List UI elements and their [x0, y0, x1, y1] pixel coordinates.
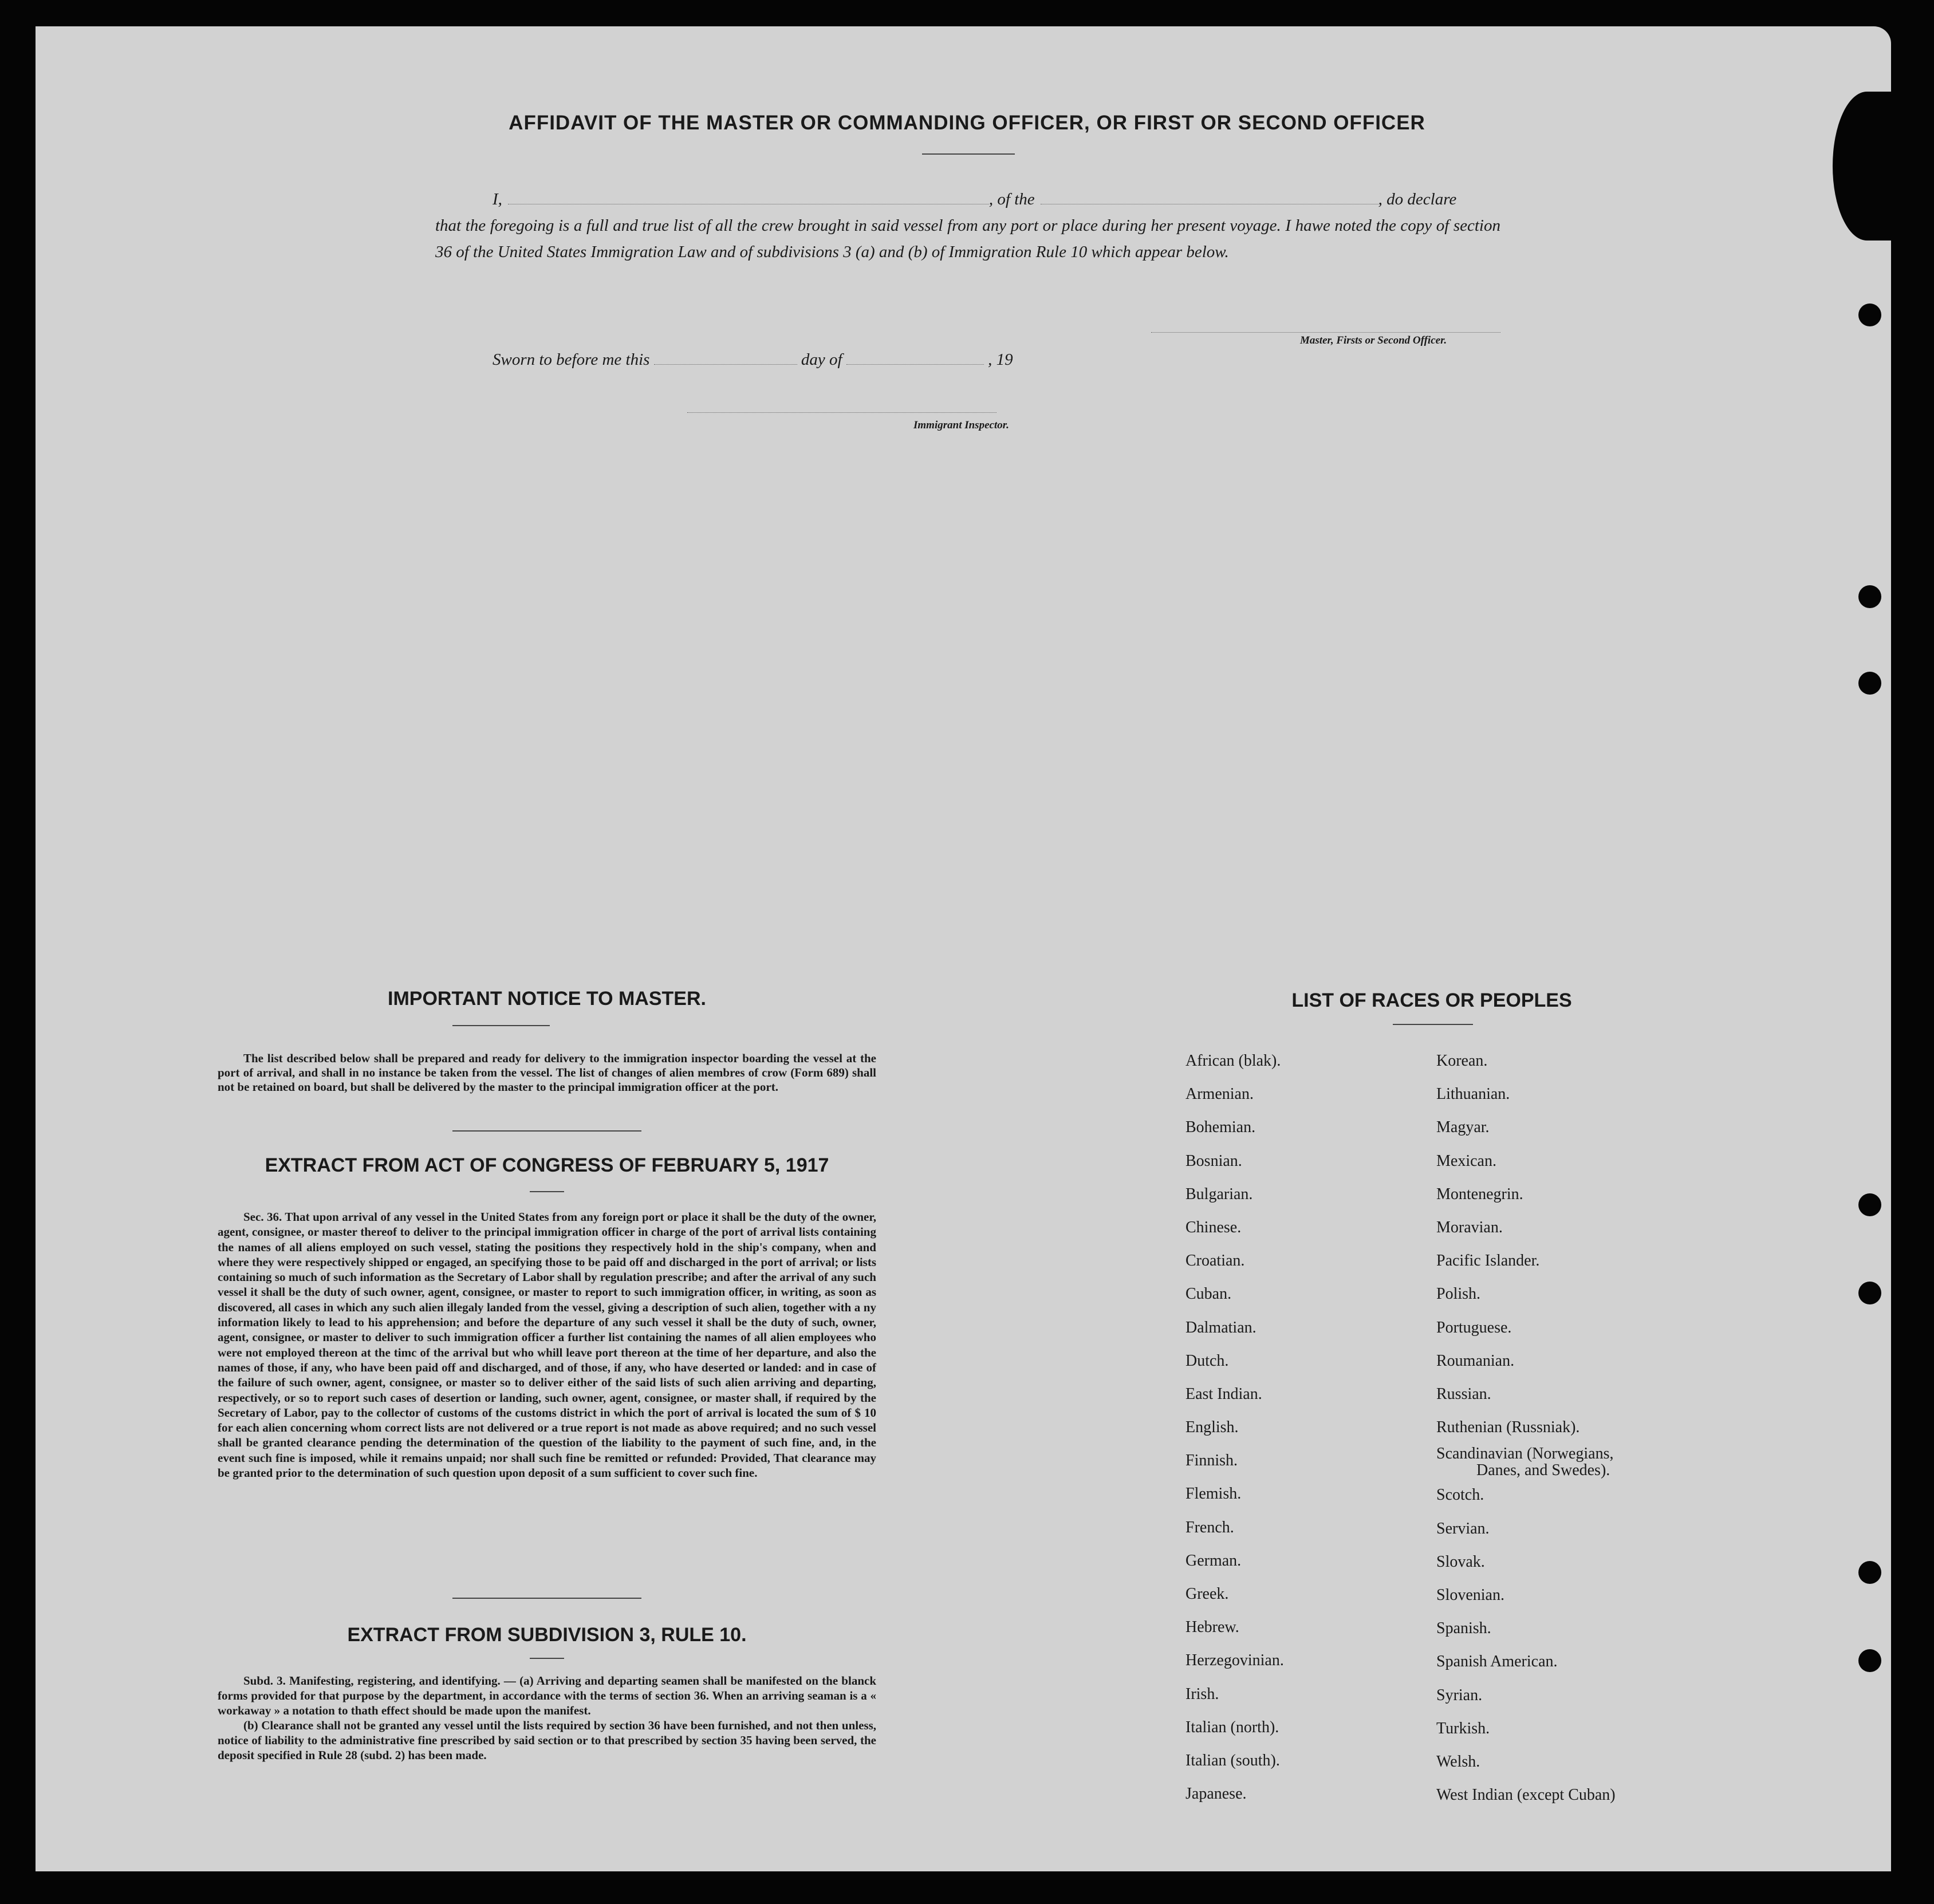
race-item-line: Danes, and Swedes). [1476, 1461, 1610, 1480]
race-item: Bosnian. [1185, 1152, 1242, 1170]
officer-signature-label: Master, Firsts or Second Officer. [1300, 334, 1447, 346]
race-item: Bulgarian. [1185, 1185, 1253, 1203]
act-title: EXTRACT FROM ACT OF CONGRESS OF FEBRUARY 5, 1917 [265, 1154, 829, 1176]
race-item: Greek. [1185, 1585, 1229, 1603]
race-item: Russian. [1436, 1385, 1491, 1403]
punch-hole [1858, 1282, 1881, 1304]
race-item: Cuban. [1185, 1285, 1232, 1303]
race-item: Korean. [1436, 1052, 1488, 1070]
declaration-line [435, 186, 1500, 212]
race-item: Armenian. [1185, 1085, 1254, 1103]
race-item: Italian (north). [1185, 1718, 1279, 1736]
race-item: Moravian. [1436, 1218, 1503, 1236]
rule-paragraph-b: (b) Clearance shall not be granted any vessel until the lists required by section 36 have been furnished, and not then unless, notice of liability to the administrative fine prescribed by said section or to that prescribed by section 35 having been served, the deposit specified in Rule 28 (subd. 2) has been made. [218, 1718, 876, 1762]
race-item: Turkish. [1436, 1719, 1490, 1737]
notice-divider [452, 1025, 550, 1026]
sworn-month-field[interactable] [846, 353, 984, 365]
punch-hole [1858, 672, 1881, 695]
race-item: Japanese. [1185, 1785, 1247, 1803]
rule-paragraph-a: Subd. 3. Manifesting, registering, and identifying. — (a) Arriving and departing seamen shall be manifested on the blanck forms provided for that purpose by the department, in accordance with the terms of section 36. When an arriving seaman is a « workaway » a notation to thath effect should be made upon the manifest. [218, 1674, 876, 1717]
race-item: Chinese. [1185, 1218, 1242, 1236]
punch-hole [1858, 1193, 1881, 1216]
race-item: Slovak. [1436, 1552, 1485, 1571]
race-item: Irish. [1185, 1685, 1219, 1703]
year-label: , 19 [988, 350, 1013, 369]
race-item: East Indian. [1185, 1385, 1262, 1403]
races-divider [1393, 1024, 1473, 1025]
declarant-name-field[interactable] [508, 192, 989, 204]
race-item: Spanish. [1436, 1619, 1491, 1638]
race-item: Welsh. [1436, 1752, 1480, 1771]
race-item: Magyar. [1436, 1118, 1490, 1137]
race-item: Polish. [1436, 1285, 1481, 1303]
race-item: Hebrew. [1185, 1618, 1239, 1637]
officer-signature-field[interactable] [1151, 321, 1500, 333]
race-item [1436, 1444, 1616, 1479]
race-item: Dalmatian. [1185, 1318, 1256, 1337]
sworn-line [493, 350, 1013, 369]
title-divider [922, 153, 1015, 155]
notice-rule [452, 1130, 641, 1132]
inspector-label: Immigrant Inspector. [913, 419, 1009, 431]
declarant-prefix: I, [493, 190, 502, 208]
do-declare-label: , do declare [1378, 190, 1457, 208]
notice-text: The list described below shall be prepared and ready for delivery to the immigration inspector boarding the vessel at the port of arrival, and shall in no instance be taken from the vessel. The list of changes of alien membres of crow (Form 689) shall not be retained on board, but shall be delivered by the master to the principal immigration officer at the port. [218, 1051, 876, 1094]
race-item: Herzegovinian. [1185, 1651, 1284, 1670]
race-item: Bohemian. [1185, 1118, 1256, 1137]
rule-divider [530, 1658, 564, 1659]
affidavit-title: AFFIDAVIT OF THE MASTER OR COMMANDING OFFICER, OR FIRST OR SECOND OFFICER [509, 112, 1425, 134]
act-divider [530, 1191, 564, 1192]
sworn-day-field[interactable] [654, 353, 797, 365]
punch-hole [1858, 585, 1881, 608]
race-item: Dutch. [1185, 1351, 1229, 1370]
race-item: Finnish. [1185, 1452, 1238, 1470]
race-item: Lithuanian. [1436, 1085, 1510, 1103]
race-item: English. [1185, 1418, 1239, 1437]
races-right-column [1436, 1044, 1616, 1812]
races-left-column [1185, 1044, 1284, 1811]
race-item: Flemish. [1185, 1485, 1242, 1503]
notice-title: IMPORTANT NOTICE TO MASTER. [388, 988, 706, 1010]
race-item: Spanish American. [1436, 1653, 1558, 1671]
race-item: French. [1185, 1518, 1234, 1536]
race-item: African (blak). [1185, 1052, 1281, 1070]
declaration-text: that the foregoing is a full and true list of all the crew brought in said vessel from any port or place during her present voyage. I hawe noted the copy of section 36 of the United States Immigration Law and of subdivisions 3 (a) and (b) of Immigration Rule 10 which appear below. [435, 216, 1500, 261]
race-item-line: Scandinavian (Norwegians, [1436, 1445, 1614, 1463]
race-item: Italian (south). [1185, 1751, 1280, 1769]
day-of-label: day of [801, 350, 842, 369]
act-rule [452, 1598, 641, 1599]
race-item: Ruthenian (Russniak). [1436, 1418, 1580, 1437]
race-item: Croatian. [1185, 1252, 1245, 1270]
punch-hole [1858, 303, 1881, 326]
vessel-name-field[interactable] [1041, 192, 1378, 204]
race-item: Scotch. [1436, 1486, 1484, 1504]
race-item: German. [1185, 1551, 1242, 1570]
race-item: Montenegrin. [1436, 1185, 1523, 1203]
act-text: Sec. 36. That upon arrival of any vessel in the United States from any foreign port or place it shall be the duty of the owner, agent, consignee, or master thereof to deliver to the principal immigration officer in charge of the port of arrival lists containing the names of all aliens employed on such vessel, stating the positions they respectively hold in the ship's company, when and where they were respectively shipped or engaged, an specifying those to be paid off and discharged in the port of arrival; or lists containing so much of such information as the Secretary of Labor shall by regulation prescribe; and after the arrival of any such vessel it shall be the duty of such owner, agent, consignee, or master to report to such immigration officer, in writing, as soon as discovered, all cases in which any such alien illegaly landed from the vessel, giving a description of such alien, together with a ny information likely to lead to his apprehension; and before the departure of any such vessel it shall be the duty of such, owner, agent, consignee, or master to deliver to such immigration officer a further list containing the names of all alien employees who were not employed thereon at the timc of the arrival but who whill leave port thereon at the time of her departure, and also the names of those, if any, who have been paid off and discharged, and of those, if any, who have deserted or landed: and in case of the failure of such owner, agent, consignee, or master so to deliver either of the said lists of such alien arriving and departing, respectively, or so to report such cases of desertion or landing, such owner, agent, consignee, or master shall, if required by the Secretary of Labor, pay to the collector of customs of the customs district in which the port of arrival is located the sum of $ 10 for each alien concerning whom correct lists are not delivered or a true report is not made as above required; and no such vessel shall be granted clearance pending the determination of the question of the liability to the payment of such fine, and, in the event such fine is imposed, while it remains unpaid; nor shall such fine be remitted or refunded: Provided, That clearance may be granted prior to the determination of such question upon deposit of a sum sufficient to cover such fine. [218, 1210, 876, 1480]
races-title: LIST OF RACES OR PEOPLES [1291, 990, 1572, 1011]
punch-hole [1858, 1649, 1881, 1672]
sworn-prefix: Sworn to before me this [493, 350, 650, 369]
of-the-label: , of the [988, 190, 1035, 208]
race-item: Portuguese. [1436, 1318, 1512, 1337]
race-item: Roumanian. [1436, 1351, 1515, 1370]
race-item: Mexican. [1436, 1152, 1496, 1170]
race-item: Syrian. [1436, 1686, 1483, 1704]
rule-text [218, 1673, 876, 1763]
rule-title: EXTRACT FROM SUBDIVISION 3, RULE 10. [347, 1624, 747, 1646]
inspector-signature-field[interactable] [687, 401, 996, 413]
race-item: Slovenian. [1436, 1586, 1504, 1604]
punch-hole [1858, 1561, 1881, 1584]
affidavit-body [435, 186, 1500, 265]
race-item: Servian. [1436, 1519, 1490, 1538]
race-item: Pacific Islander. [1436, 1252, 1540, 1270]
race-item: West Indian (except Cuban) [1436, 1786, 1616, 1804]
